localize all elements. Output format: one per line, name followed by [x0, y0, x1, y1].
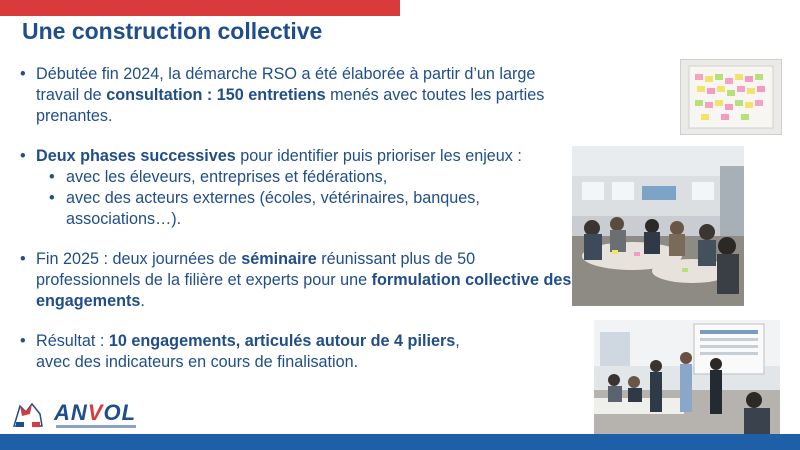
- bullet-bold-text: séminaire: [241, 250, 317, 268]
- bullet-text: réunissant plus de 50 professionnels de la filière et experts pour une: [36, 250, 476, 289]
- workshop-board-photo: [594, 320, 780, 434]
- anvol-wordmark: [54, 400, 136, 426]
- bullet-text: ,: [455, 332, 460, 350]
- logo-text-part: AN: [54, 400, 88, 425]
- bullet-text: pour identifier puis prioriser les enjeux :: [235, 147, 522, 165]
- sub-bullet-dot: •: [49, 168, 55, 186]
- sub-bullet-acteurs-externes: [18, 188, 578, 230]
- logo-tagline-line: [56, 425, 136, 428]
- bullet-text: avec des indicateurs en cours de finalisation.: [36, 353, 359, 371]
- bullet-list: [18, 64, 578, 373]
- bullet-dot: •: [20, 250, 26, 268]
- bullet-dot: •: [20, 147, 26, 165]
- anvol-logo: [10, 398, 140, 432]
- bullet-phases: [18, 146, 578, 167]
- bullet-dot: •: [20, 65, 26, 83]
- bullet-text: Débutée fin 2024, la démarche RSO a été élaborée à partir d’un large travail de: [36, 65, 536, 104]
- logo-text-part: OL: [103, 400, 137, 425]
- bullet-dot: •: [20, 332, 26, 350]
- bullet-bold-text: Deux phases successives: [36, 147, 236, 165]
- top-accent-bar: [0, 0, 400, 16]
- bullet-seminaire: [18, 249, 578, 312]
- sub-bullet-text: avec des acteurs externes (écoles, vétérinaires, banques, associations…).: [66, 189, 480, 228]
- sticky-notes-photo: [680, 59, 782, 135]
- slide-title: Une construction collective: [22, 18, 323, 44]
- bullet-bold-text: 10 engagements, articulés autour de 4 piliers: [108, 332, 456, 350]
- logo-text-accent: V: [87, 400, 104, 425]
- bullet-bold-text: consultation : 150 entretiens: [106, 86, 326, 104]
- sub-bullet-dot: •: [49, 189, 55, 207]
- bullet-text: menés avec toutes les parties prenantes.: [36, 86, 545, 125]
- bullet-consultation: [18, 64, 578, 127]
- bullet-text: Résultat :: [36, 332, 109, 350]
- seminar-room-photo: [572, 146, 744, 306]
- bullet-bold-text: formulation collective des engagements: [36, 271, 572, 310]
- sub-bullet-eleveurs: [18, 167, 578, 188]
- bullet-text: .: [140, 292, 145, 310]
- bullet-text: Fin 2025 : deux journées de: [36, 250, 242, 268]
- sub-bullet-text: avec les éleveurs, entreprises et fédérations,: [66, 168, 388, 186]
- bottom-accent-bar: [0, 434, 800, 450]
- volaille-francaise-logo-icon: [10, 400, 46, 430]
- bullet-resultat: [18, 331, 578, 373]
